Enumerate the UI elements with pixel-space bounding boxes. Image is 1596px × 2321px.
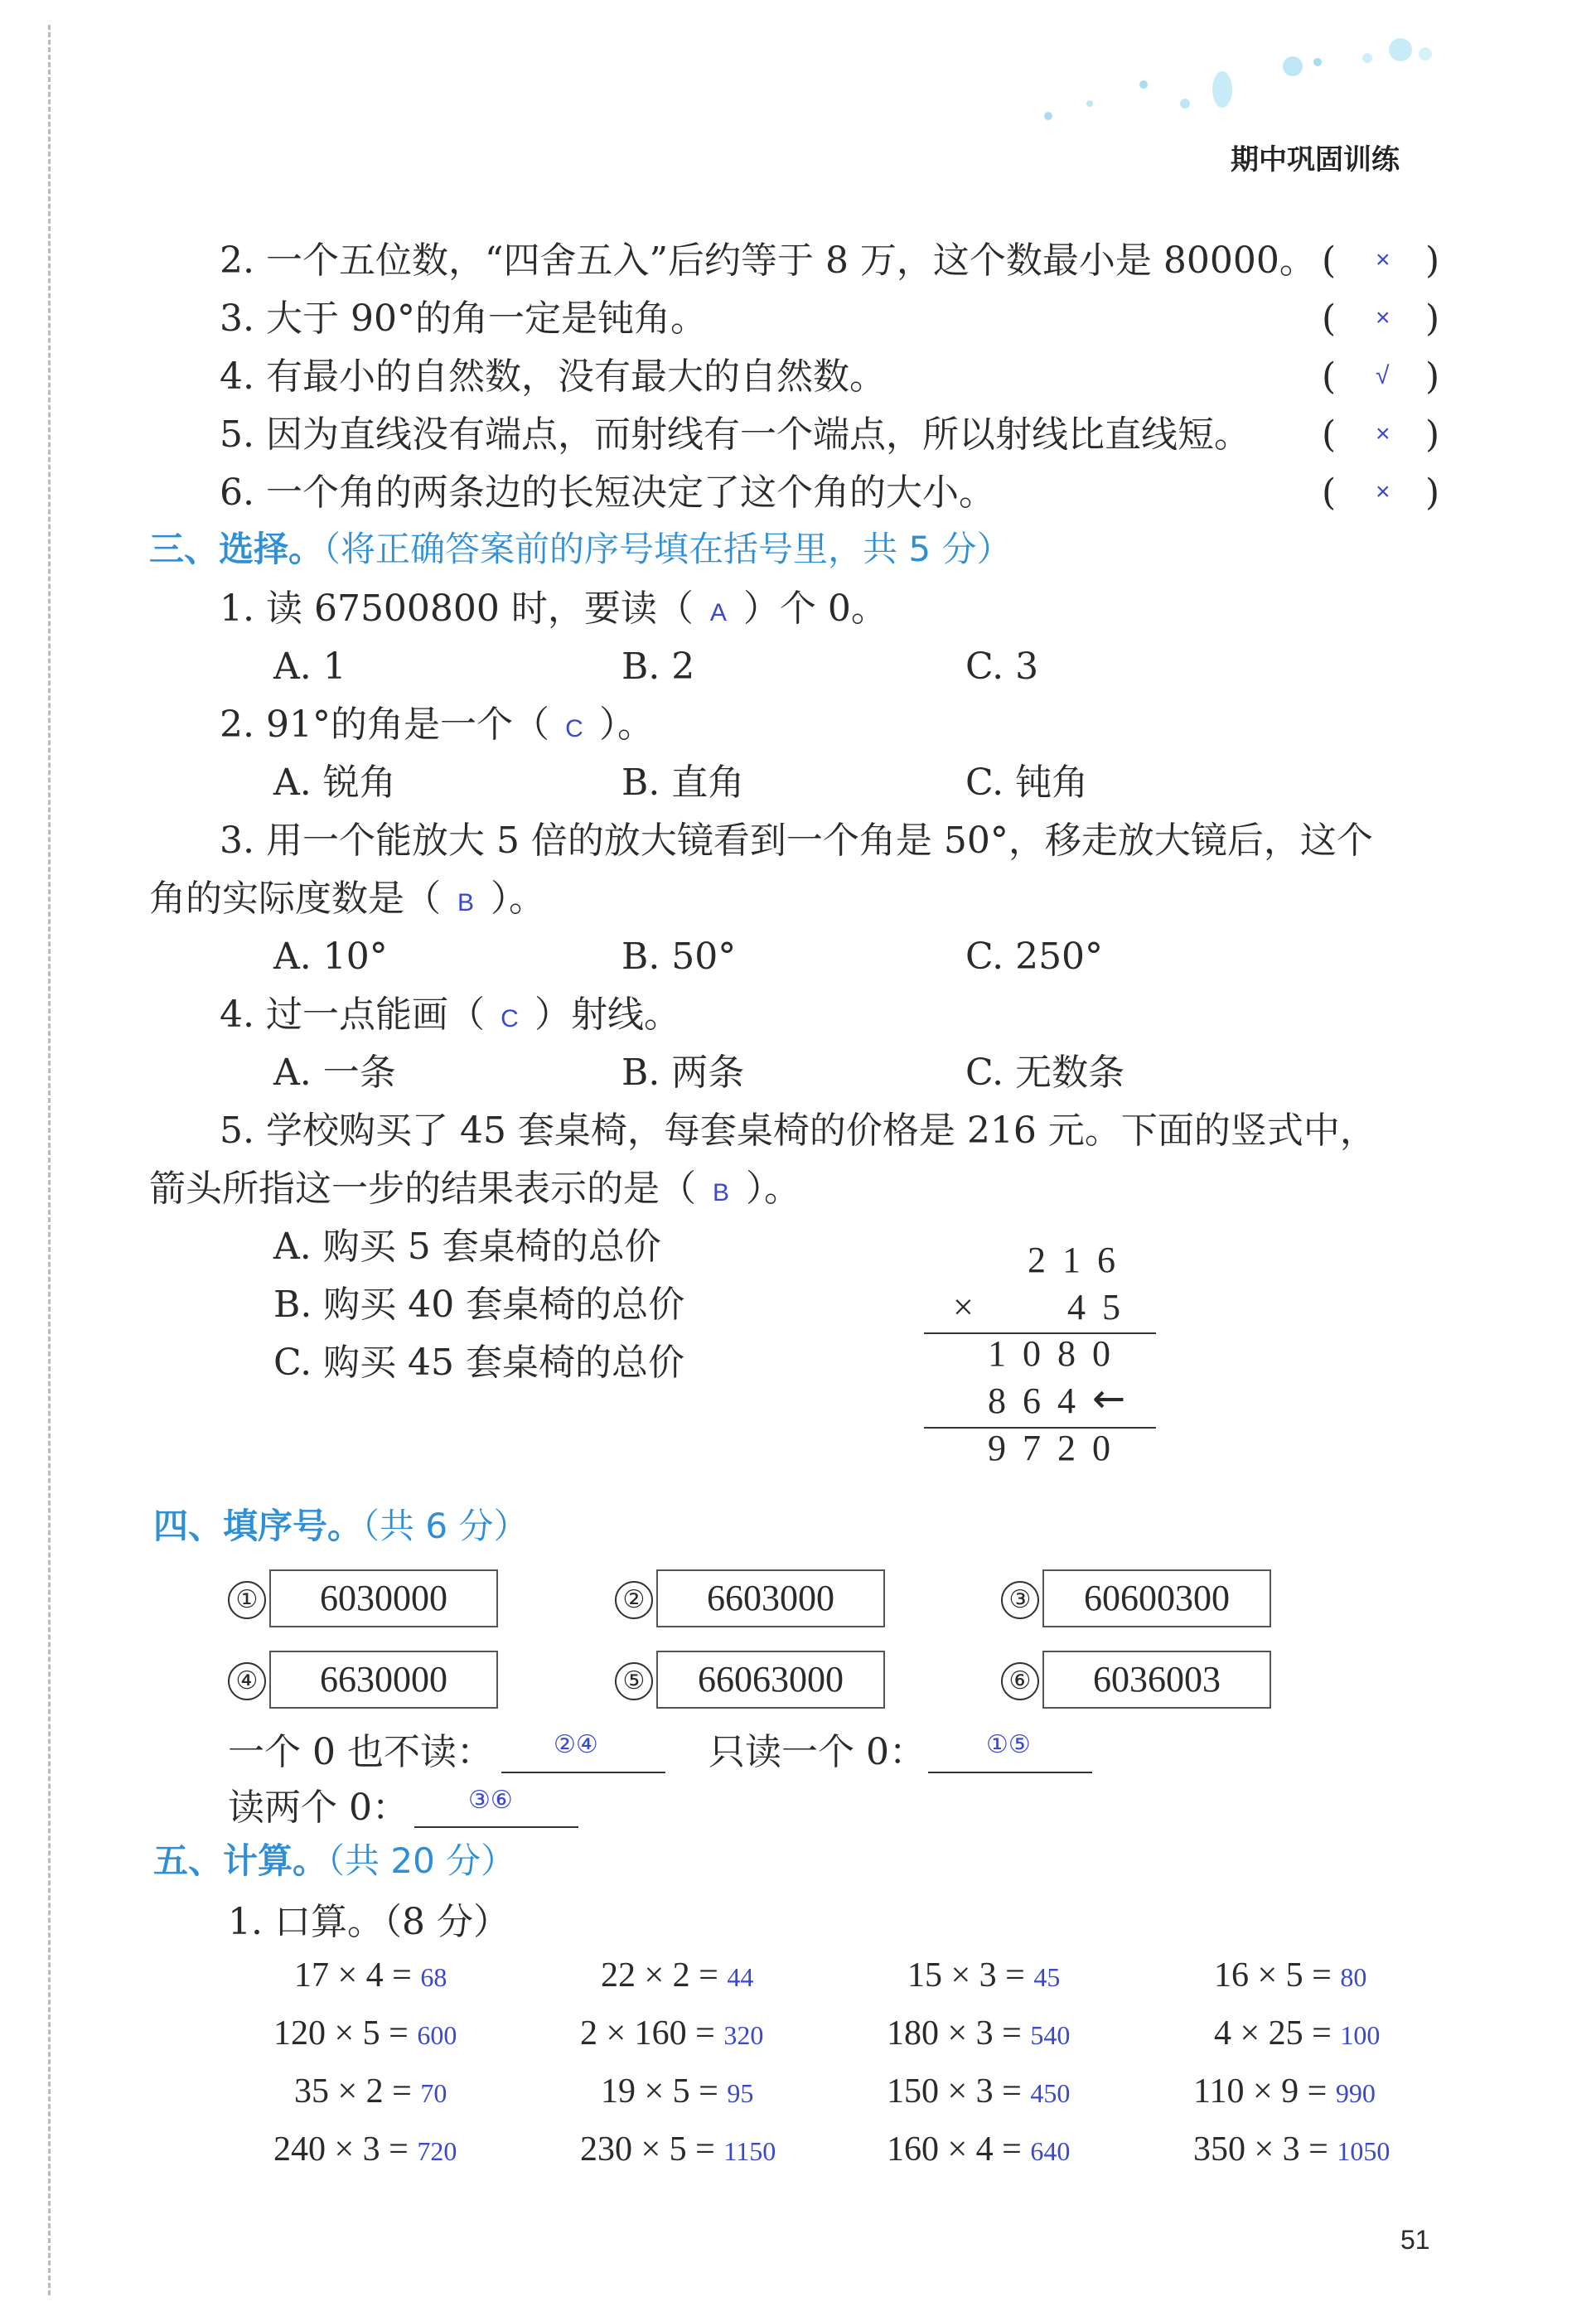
calc-item: 35 × 2 = 70	[294, 2072, 447, 2111]
page-number: 51	[1400, 2225, 1430, 2255]
calc-item: 160 × 4 = 640	[887, 2130, 1071, 2169]
subsection-title: 1. 口算。（8 分）	[228, 1901, 510, 1943]
judge-paren-left: (	[1322, 355, 1337, 398]
judge-item: 6. 一个角的两条边的长短决定了这个角的大小。	[220, 471, 995, 514]
calc-item: 16 × 5 = 80	[1214, 1956, 1367, 1995]
calc-item: 230 × 5 = 1150	[580, 2130, 776, 2169]
judge-answer: ×	[1376, 478, 1390, 505]
judge-item: 3. 大于 90°的角一定是钝角。	[220, 297, 707, 340]
question-no-zero: 一个 0 也不读：	[228, 1731, 493, 1773]
vertical-row-4: 864	[988, 1381, 1092, 1421]
number-box: 6603000	[656, 1569, 885, 1627]
section-3-title: 三、选择。（将正确答案前的序号填在括号里，共 5 分）	[149, 529, 1012, 569]
judge-item: 2. 一个五位数，“四舍五入”后约等于 8 万，这个数最小是 80000。	[220, 239, 1316, 282]
judge-item: 4. 有最小的自然数，没有最大的自然数。	[220, 355, 886, 398]
judge-paren-right: )	[1425, 239, 1440, 282]
decorative-dots	[1019, 25, 1450, 133]
question-3-line1: 3. 用一个能放大 5 倍的放大镜看到一个角是 50°，移走放大镜后，这个	[220, 820, 1373, 862]
option-c: C. 钝角	[965, 762, 1089, 804]
judge-paren-left: (	[1322, 297, 1337, 340]
option-b: B. 两条	[621, 1052, 745, 1094]
calc-item: 180 × 3 = 540	[887, 2014, 1071, 2053]
number-box: 6030000	[269, 1569, 498, 1627]
option-c: C. 无数条	[965, 1052, 1125, 1094]
judge-paren-right: )	[1425, 355, 1440, 398]
option-b: B. 购买 40 套桌椅的总价	[273, 1284, 685, 1326]
option-b: B. 直角	[621, 762, 745, 804]
arrow-icon: ←	[1092, 1376, 1126, 1422]
calc-item: 350 × 3 = 1050	[1193, 2130, 1390, 2169]
judge-answer: ×	[1376, 420, 1390, 447]
answer-no-zero: ②④	[554, 1731, 598, 1758]
number-box: 60600300	[1042, 1569, 1271, 1627]
judge-answer: ×	[1376, 304, 1390, 331]
judge-paren-right: )	[1425, 413, 1440, 456]
question-1: 1. 读 67500800 时，要读（ A ）个 0。	[220, 588, 887, 630]
option-a: A. 购买 5 套桌椅的总价	[273, 1226, 661, 1268]
answer-one-zero: ①⑤	[986, 1731, 1031, 1758]
page-header-title: 期中巩固训练	[1231, 143, 1400, 176]
vertical-sign: ×	[953, 1287, 990, 1327]
number-mark: ⑥	[1001, 1662, 1039, 1700]
option-b: B. 50°	[621, 936, 737, 978]
option-a: A. 一条	[273, 1052, 396, 1094]
vertical-row-2: 45	[1067, 1287, 1137, 1327]
judge-paren-right: )	[1425, 297, 1440, 340]
vertical-row-5: 9720	[988, 1428, 1127, 1468]
judge-item: 5. 因为直线没有端点，而射线有一个端点，所以射线比直线短。	[220, 413, 1250, 456]
option-a: A. 10°	[273, 936, 388, 978]
question-3-line2: 角的实际度数是（ B ）。	[149, 878, 545, 920]
number-mark: ②	[615, 1581, 653, 1619]
question-one-zero: 只读一个 0：	[709, 1731, 926, 1773]
judge-paren-left: (	[1322, 239, 1337, 282]
calc-item: 120 × 5 = 600	[273, 2014, 457, 2053]
calc-item: 19 × 5 = 95	[601, 2072, 754, 2111]
calc-item: 110 × 9 = 990	[1193, 2072, 1376, 2111]
number-mark: ⑤	[615, 1662, 653, 1700]
vertical-row-1: 216	[1028, 1240, 1132, 1280]
section-5-title: 五、计算。（共 20 分）	[153, 1840, 516, 1881]
option-a: A. 锐角	[273, 762, 396, 804]
calc-item: 2 × 160 = 320	[580, 2014, 764, 2053]
calc-item: 15 × 3 = 45	[907, 1956, 1061, 1995]
section-4-title: 四、填序号。（共 6 分）	[153, 1506, 529, 1546]
option-c: C. 3	[965, 646, 1039, 688]
number-mark: ③	[1001, 1581, 1039, 1619]
margin-line	[48, 25, 51, 2295]
number-mark: ④	[228, 1662, 266, 1700]
option-c: C. 250°	[965, 936, 1104, 978]
number-box: 6036003	[1042, 1651, 1271, 1709]
answer-two-zero: ③⑥	[468, 1787, 513, 1814]
vertical-row-3: 1080	[988, 1333, 1127, 1374]
calc-item: 240 × 3 = 720	[273, 2130, 457, 2169]
judge-paren-left: (	[1322, 413, 1337, 456]
question-2: 2. 91°的角是一个（ C ）。	[220, 704, 654, 746]
number-box: 6630000	[269, 1651, 498, 1709]
number-mark: ①	[228, 1581, 266, 1619]
option-c: C. 购买 45 套桌椅的总价	[273, 1342, 685, 1384]
question-5-line2: 箭头所指这一步的结果表示的是（ B ）。	[149, 1168, 800, 1210]
question-two-zero: 读两个 0：	[228, 1787, 409, 1829]
question-4: 4. 过一点能画（ C ）射线。	[220, 994, 680, 1036]
judge-paren-right: )	[1425, 471, 1440, 514]
option-a: A. 1	[273, 646, 346, 688]
judge-answer: ×	[1376, 246, 1390, 273]
calc-item: 22 × 2 = 44	[601, 1956, 754, 1995]
judge-paren-left: (	[1322, 471, 1337, 514]
calc-item: 17 × 4 = 68	[294, 1956, 447, 1995]
number-box: 66063000	[656, 1651, 885, 1709]
question-5-line1: 5. 学校购买了 45 套桌椅，每套桌椅的价格是 216 元。下面的竖式中，	[220, 1110, 1376, 1152]
option-b: B. 2	[621, 646, 695, 688]
judge-answer: √	[1376, 362, 1390, 389]
calc-item: 150 × 3 = 450	[887, 2072, 1071, 2111]
calc-item: 4 × 25 = 100	[1214, 2014, 1381, 2053]
